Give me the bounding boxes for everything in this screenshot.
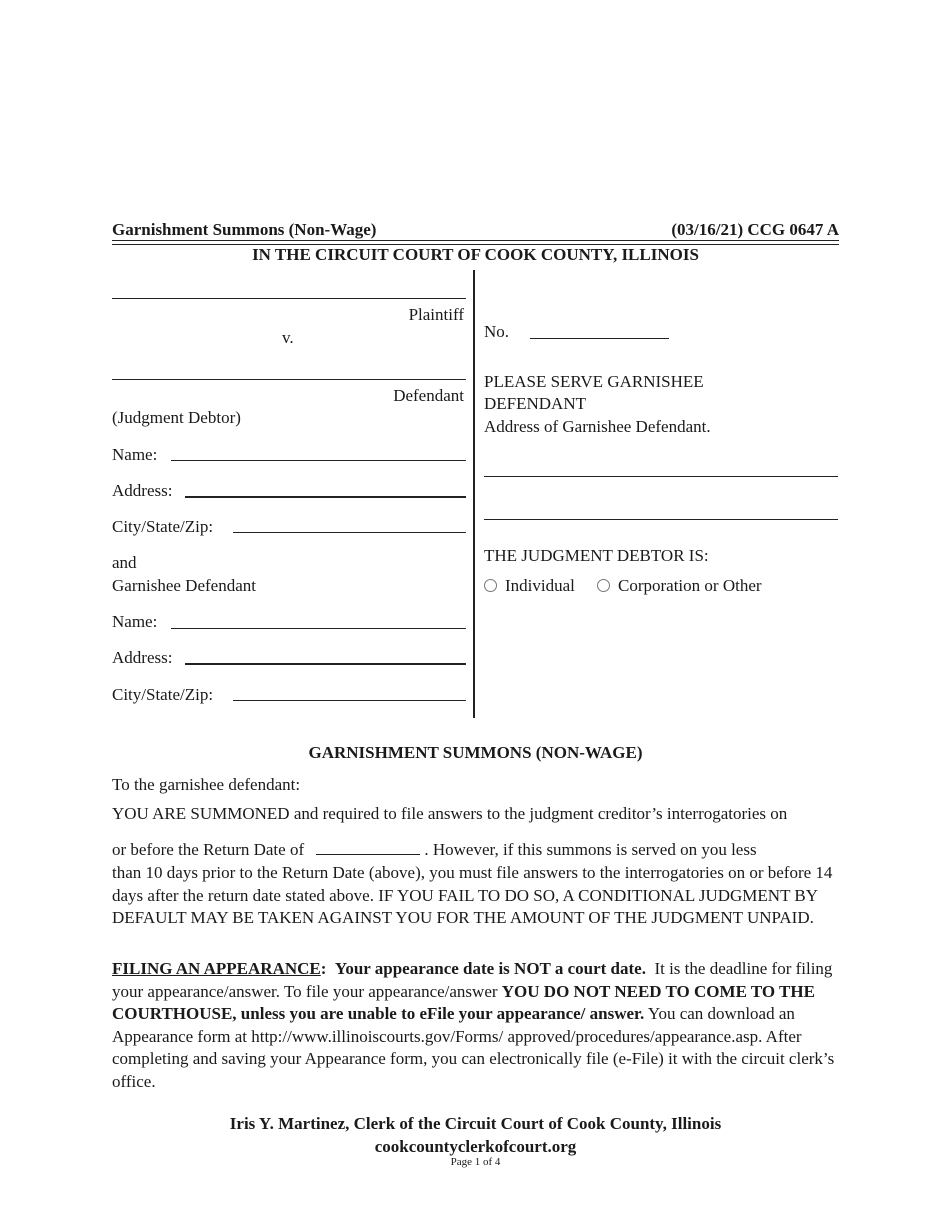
- filing-paragraph: [112, 958, 842, 1093]
- filing-text-1: It is the deadline for filing your appearance/answer. To file your appearance/answer: [112, 959, 833, 1001]
- form-code: (03/16/21) CCG 0647 A: [671, 220, 839, 239]
- individual-radio[interactable]: [484, 579, 497, 592]
- summons-paragraph: than 10 days prior to the Return Date (above), you must file answers to the interrogatories on or before 14 days after the return date stated above. IF YOU FAIL TO DO SO, A CONDITIONAL JUDGMENT BY DEFAULT MAY BE TAKEN AGAINST YOU FOR THE AMOUNT OF THE JUDGMENT UNPAID.: [112, 863, 833, 927]
- return-date-pre: or before the Return Date of: [112, 840, 305, 859]
- plaintiff-label: Plaintiff: [408, 305, 464, 324]
- clerk-name: Iris Y. Martinez, Clerk of the Circuit Court of Cook County, Illinois: [229, 1114, 722, 1133]
- option-corporation[interactable]: [597, 576, 762, 596]
- case-number-field[interactable]: [530, 338, 669, 339]
- debtor-address-field[interactable]: [185, 496, 466, 498]
- return-date-post: . However, if this summons is served on you less: [424, 840, 757, 859]
- and-label: and: [112, 553, 137, 572]
- individual-label: Individual: [505, 576, 575, 595]
- filing-heading: FILING AN APPEARANCE: [112, 959, 321, 978]
- summoned-text: YOU ARE SUMMONED and required to file answers to the judgment creditor’s interrogatories on: [112, 804, 788, 823]
- filing-text-2: You can download an Appearance form at http://www.illinoiscourts.gov/Forms/ approved/procedures/appearance.asp. After completing and saving your Appearance form, you can electronically file (e-File) it with the circuit clerk’s office.: [112, 1004, 835, 1091]
- to-garnishee: To the garnishee defendant:: [112, 775, 301, 794]
- return-date-line: [112, 840, 757, 860]
- corporation-radio[interactable]: [597, 579, 610, 592]
- form-title: Garnishment Summons (Non-Wage): [112, 220, 377, 239]
- serve-line-2: DEFENDANT: [484, 394, 586, 413]
- debtor-city-field[interactable]: [233, 532, 466, 533]
- garnishee-address-line-2[interactable]: [484, 519, 838, 520]
- page-number: Page 1 of 4: [450, 1156, 501, 1168]
- caption-divider: [473, 270, 475, 718]
- filing-bold-2: YOU DO NOT NEED TO COME TO THE COURTHOUSE, unless you are unable to eFile your appearance/ answer.: [112, 981, 815, 1023]
- corporation-label: Corporation or Other: [618, 576, 762, 595]
- garnishee-city-field[interactable]: [233, 700, 466, 701]
- filing-bold-1: Your appearance date is NOT a court date.: [334, 959, 646, 978]
- garnishee-address-caption: Address of Garnishee Defendant.: [484, 417, 711, 436]
- return-date-field[interactable]: [316, 840, 420, 855]
- debtor-name-field[interactable]: [171, 460, 466, 461]
- debtor-type-label: THE JUDGMENT DEBTOR IS:: [484, 546, 709, 565]
- garnishee-city-label: City/State/Zip:: [112, 685, 214, 704]
- versus-label: v.: [282, 328, 294, 347]
- defendant-label: Defendant: [393, 386, 464, 405]
- debtor-name-label: Name:: [112, 445, 158, 464]
- garnishee-label: Garnishee Defendant: [112, 576, 256, 595]
- judgment-debtor-label: (Judgment Debtor): [112, 408, 241, 427]
- garnishee-address-label: Address:: [112, 648, 173, 667]
- debtor-city-label: City/State/Zip:: [112, 517, 214, 536]
- defendant-line[interactable]: [112, 379, 466, 380]
- clerk-website[interactable]: cookcountyclerkofcourt.org: [374, 1137, 577, 1156]
- debtor-address-label: Address:: [112, 481, 173, 500]
- garnishee-name-field[interactable]: [171, 628, 466, 629]
- garnishee-address-line-1[interactable]: [484, 476, 838, 477]
- case-number-label: No.: [484, 322, 510, 341]
- section-title: GARNISHMENT SUMMONS (NON-WAGE): [308, 743, 643, 762]
- court-name: IN THE CIRCUIT COURT OF COOK COUNTY, ILLINOIS: [252, 245, 699, 264]
- plaintiff-line[interactable]: [112, 298, 466, 299]
- header-rule-top: [112, 240, 839, 241]
- filing-colon: :: [320, 959, 327, 978]
- serve-line-1: PLEASE SERVE GARNISHEE: [484, 372, 704, 391]
- garnishee-name-label: Name:: [112, 612, 158, 631]
- garnishee-address-field[interactable]: [185, 663, 466, 665]
- option-individual[interactable]: [484, 576, 575, 596]
